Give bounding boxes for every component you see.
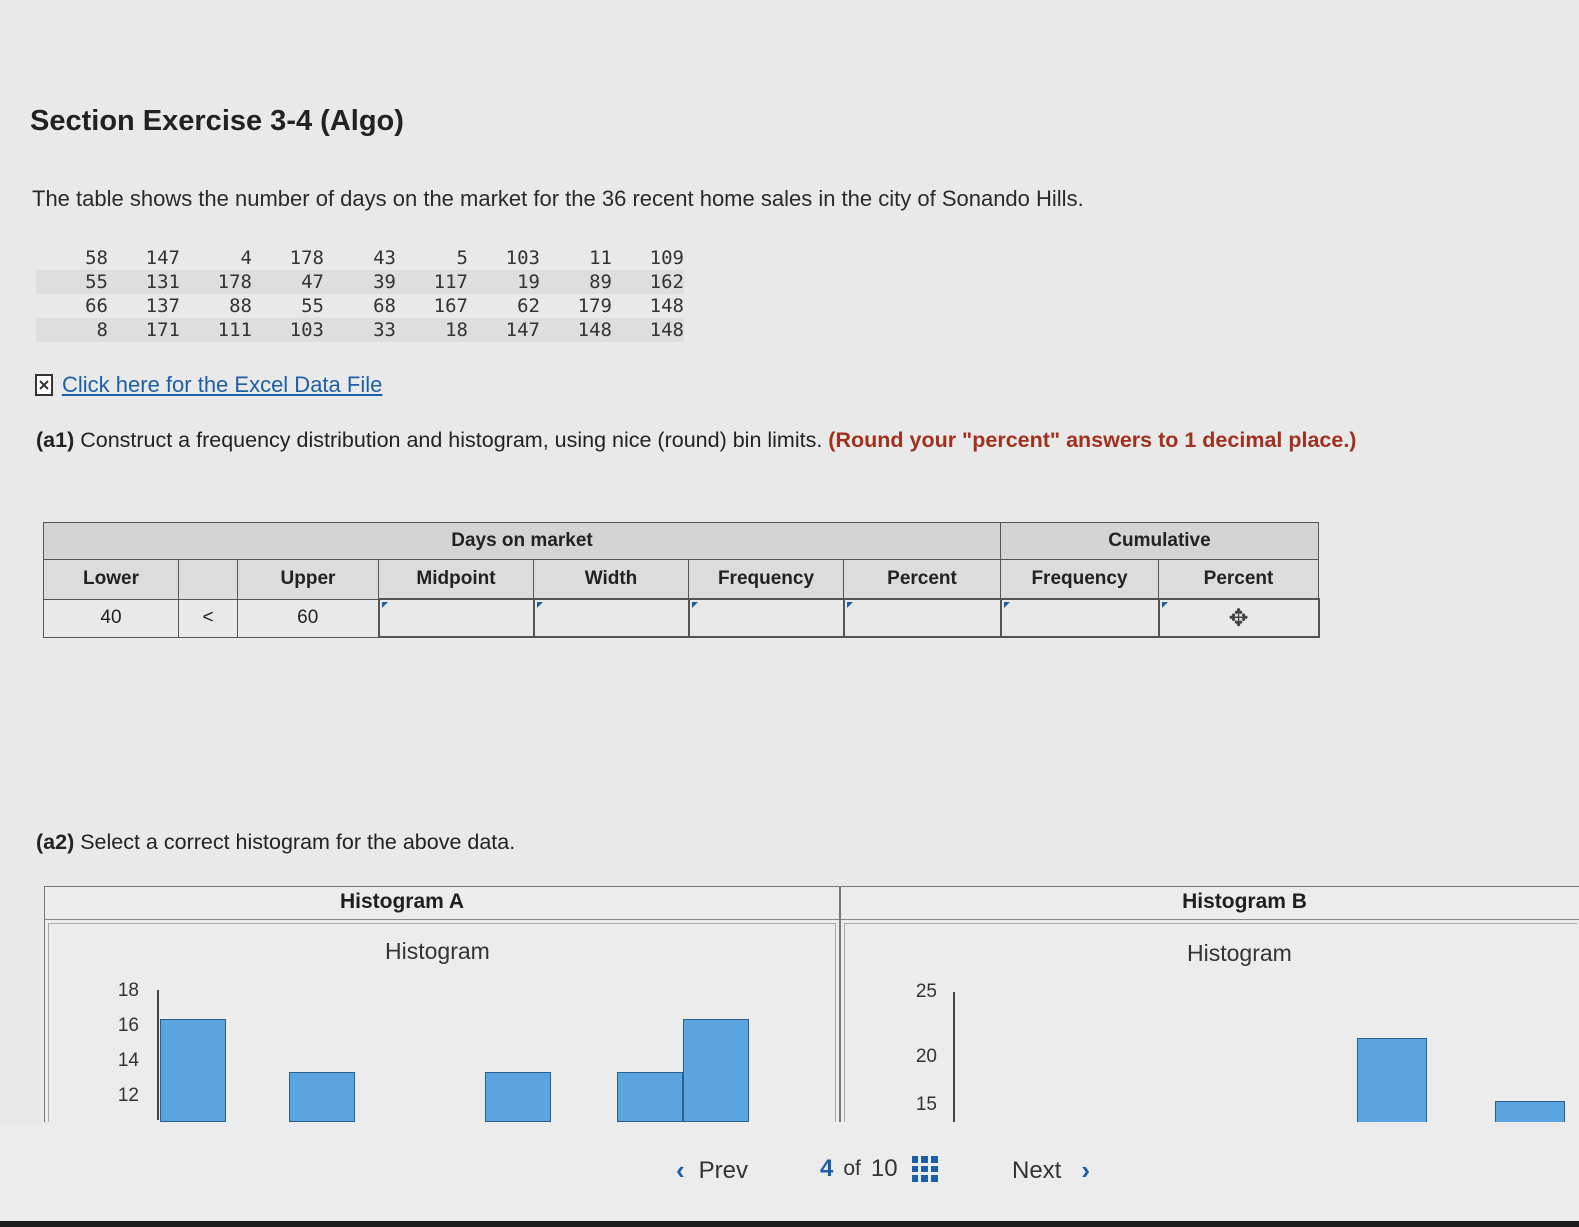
hist-b-bar [1357, 1038, 1427, 1124]
histogram-a-title: Histogram [385, 938, 490, 964]
hist-b-y-axis [953, 992, 955, 1122]
data-cell: 8 [36, 318, 108, 342]
excel-link-text[interactable]: Click here for the Excel Data File [62, 372, 383, 397]
data-cell: 103 [252, 318, 324, 342]
next-label: Next [1012, 1156, 1062, 1184]
data-row [36, 270, 684, 294]
intro-text: The table shows the number of days on the market for the 36 recent home sales in the city of Sonando Hills. [32, 186, 1084, 211]
question-a2 [36, 830, 515, 855]
hist-a-bar [485, 1072, 551, 1122]
col-lower: Lower [44, 560, 179, 600]
hist-b-bar [1495, 1101, 1565, 1124]
excel-data-link[interactable] [34, 372, 382, 398]
next-button[interactable] [1012, 1155, 1090, 1186]
histogram-b-option[interactable] [840, 886, 1579, 1124]
col-cum-percent: Percent [1159, 560, 1319, 600]
data-cell: 148 [540, 318, 612, 342]
histogram-a-chart [48, 923, 836, 1123]
question-a1 [36, 424, 1456, 457]
a1-note: (Round your "percent" answers to 1 decimal place.) [828, 428, 1357, 452]
data-cell: 147 [145, 247, 180, 269]
data-cell: 55 [36, 270, 108, 294]
bottom-edge [0, 1221, 1579, 1227]
frequency-input[interactable] [689, 599, 844, 637]
data-cell: 43 [373, 247, 396, 269]
histogram-a-header [45, 887, 839, 920]
col-cum-frequency: Frequency [1001, 560, 1159, 600]
chevron-left-icon: ‹ [676, 1155, 685, 1185]
hist-a-bar [683, 1019, 749, 1122]
col-upper: Upper [238, 560, 379, 600]
question-grid-icon[interactable] [912, 1156, 938, 1182]
hist-a-bar [289, 1072, 355, 1122]
hist-a-tick: 14 [117, 1050, 139, 1071]
a1-label: (a1) [36, 428, 75, 452]
prev-label: Prev [698, 1156, 749, 1184]
width-input[interactable] [534, 599, 689, 637]
cumulative-header: Cumulative [1001, 523, 1319, 560]
page-title: Section Exercise 3-4 (Algo) [30, 105, 404, 137]
data-cell: 33 [324, 318, 396, 342]
hist-a-tick: 12 [117, 1085, 139, 1106]
data-cell: 171 [108, 318, 180, 342]
page-indicator[interactable] [820, 1155, 938, 1183]
chevron-right-icon: › [1081, 1155, 1091, 1185]
data-cell: 62 [517, 295, 540, 317]
data-cell: 179 [577, 295, 612, 317]
data-cell: 88 [229, 295, 252, 317]
data-cell: 117 [396, 270, 468, 294]
histogram-b-chart [844, 923, 1577, 1123]
midpoint-input[interactable] [379, 599, 534, 637]
data-grid [36, 246, 684, 342]
hist-a-tick: 18 [117, 980, 139, 1001]
data-cell: 148 [649, 295, 684, 317]
col-op [179, 560, 238, 600]
data-cell: 19 [468, 270, 540, 294]
a2-label: (a2) [36, 830, 75, 854]
row-op: < [179, 599, 238, 637]
col-width: Width [534, 560, 689, 600]
hist-a-y-axis [157, 990, 159, 1120]
col-frequency: Frequency [689, 560, 844, 600]
data-cell: 103 [505, 247, 540, 269]
data-cell: 4 [240, 247, 252, 269]
footer-bar [0, 1122, 1579, 1227]
data-cell: 55 [301, 295, 324, 317]
days-on-market-header: Days on market [44, 523, 1001, 560]
data-cell: 89 [540, 270, 612, 294]
data-row [36, 294, 684, 318]
histogram-b-header-label: Histogram B [1182, 890, 1307, 913]
data-cell: 18 [396, 318, 468, 342]
cum-frequency-input[interactable] [1001, 599, 1159, 637]
data-cell: 137 [145, 295, 180, 317]
histogram-b-title: Histogram [1187, 940, 1292, 966]
hist-b-tick: 25 [915, 981, 937, 1002]
data-cell: 66 [85, 295, 108, 317]
cum-percent-input[interactable] [1159, 599, 1319, 637]
page-of: of [843, 1157, 861, 1180]
data-cell: 162 [612, 270, 684, 294]
data-row [36, 246, 684, 270]
data-cell: 5 [456, 247, 468, 269]
frequency-table [43, 522, 1320, 638]
col-midpoint: Midpoint [379, 560, 534, 600]
total-pages: 10 [870, 1155, 898, 1182]
data-cell: 111 [180, 318, 252, 342]
data-cell: 68 [373, 295, 396, 317]
data-cell: 47 [252, 270, 324, 294]
percent-input[interactable] [844, 599, 1001, 637]
hist-a-bar [617, 1072, 683, 1122]
excel-file-icon [34, 373, 56, 397]
data-cell: 147 [468, 318, 540, 342]
data-cell: 11 [589, 247, 612, 269]
row-lower: 40 [44, 599, 179, 637]
hist-b-tick: 20 [915, 1046, 937, 1067]
current-page: 4 [820, 1155, 834, 1182]
hist-a-bar [160, 1019, 226, 1122]
data-cell: 109 [649, 247, 684, 269]
data-cell: 148 [612, 318, 684, 342]
row-upper: 60 [238, 599, 379, 637]
move-cursor-icon: ✥ [1228, 604, 1249, 632]
data-cell: 131 [108, 270, 180, 294]
data-cell: 178 [180, 270, 252, 294]
a2-text: Select a correct histogram for the above data. [74, 830, 516, 854]
histogram-b-header [841, 887, 1579, 920]
hist-b-tick: 15 [915, 1094, 937, 1115]
prev-button[interactable] [676, 1155, 748, 1186]
histogram-a-option[interactable] [44, 886, 840, 1124]
data-row [36, 318, 684, 342]
data-cell: 167 [433, 295, 468, 317]
data-cell: 178 [289, 247, 324, 269]
histogram-a-header-label: Histogram A [339, 890, 465, 913]
data-cell: 58 [85, 247, 108, 269]
data-cell: 39 [324, 270, 396, 294]
hist-a-tick: 16 [117, 1015, 139, 1036]
a1-text: Construct a frequency distribution and histogram, using nice (round) bin limits. [74, 428, 829, 452]
col-percent: Percent [844, 560, 1001, 600]
